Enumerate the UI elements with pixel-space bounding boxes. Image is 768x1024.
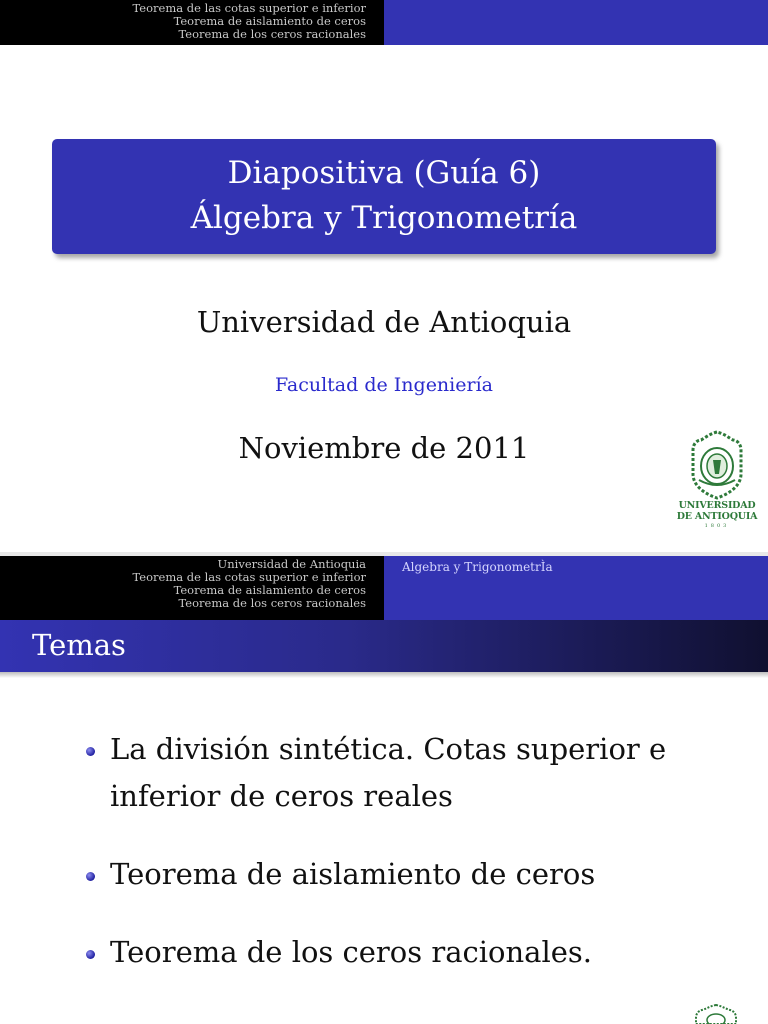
headline-section-link[interactable]: Teorema de aislamiento de ceros	[173, 583, 366, 597]
slide-headline	[0, 556, 768, 620]
presentation-date: Noviembre de 2011	[238, 431, 530, 465]
list-item-text: Teorema de los ceros racionales.	[110, 935, 592, 969]
headline-section-link[interactable]: Teorema de las cotas superior e inferior	[132, 570, 366, 584]
title-line: Álgebra y Trigonometría	[190, 200, 578, 236]
headline-sections	[0, 556, 384, 620]
title-box	[52, 139, 716, 254]
university-crest-icon	[687, 430, 747, 500]
headline-short-title[interactable]: Algebra y TrigonometrÌa	[402, 560, 553, 574]
slide-headline	[0, 0, 768, 45]
list-item-text: Teorema de aislamiento de ceros	[110, 857, 596, 891]
institute-name: Universidad de Antioquia	[196, 305, 572, 339]
faculty-name: Facultad de Ingeniería	[275, 374, 493, 396]
title-line: Diapositiva (Guía 6)	[227, 155, 541, 191]
frame-title-shadow	[0, 672, 768, 678]
logo-text-line: UNIVERSIDAD	[678, 500, 756, 511]
headline-section-link[interactable]: Teorema de los ceros racionales	[178, 596, 366, 610]
headline-section-link[interactable]: Teorema de los ceros racionales	[178, 27, 366, 41]
headline-blue-panel	[384, 0, 768, 45]
list-item	[86, 851, 726, 898]
topics-list	[86, 726, 726, 1007]
bullet-icon	[86, 872, 95, 881]
headline-institution[interactable]: Universidad de Antioquia	[217, 557, 366, 571]
headline-sections	[0, 0, 384, 45]
list-item	[86, 726, 726, 820]
bullet-icon	[86, 950, 95, 959]
logo-text-line: DE ANTIOQUIA	[676, 511, 758, 522]
headline-blue-panel	[384, 556, 768, 620]
university-crest-icon	[694, 1004, 738, 1024]
headline-section-link[interactable]: Teorema de aislamiento de ceros	[173, 14, 366, 28]
frame-title: Temas	[0, 620, 768, 672]
list-item-text: La división sintética. Cotas superior e inferior de ceros reales	[110, 732, 667, 813]
university-logo	[676, 430, 758, 530]
topics-slide	[0, 556, 768, 1024]
list-item	[86, 929, 726, 976]
headline-section-link[interactable]: Teorema de las cotas superior e inferior	[132, 1, 366, 15]
bullet-icon	[86, 747, 95, 756]
logo-year: 1803	[704, 523, 730, 529]
